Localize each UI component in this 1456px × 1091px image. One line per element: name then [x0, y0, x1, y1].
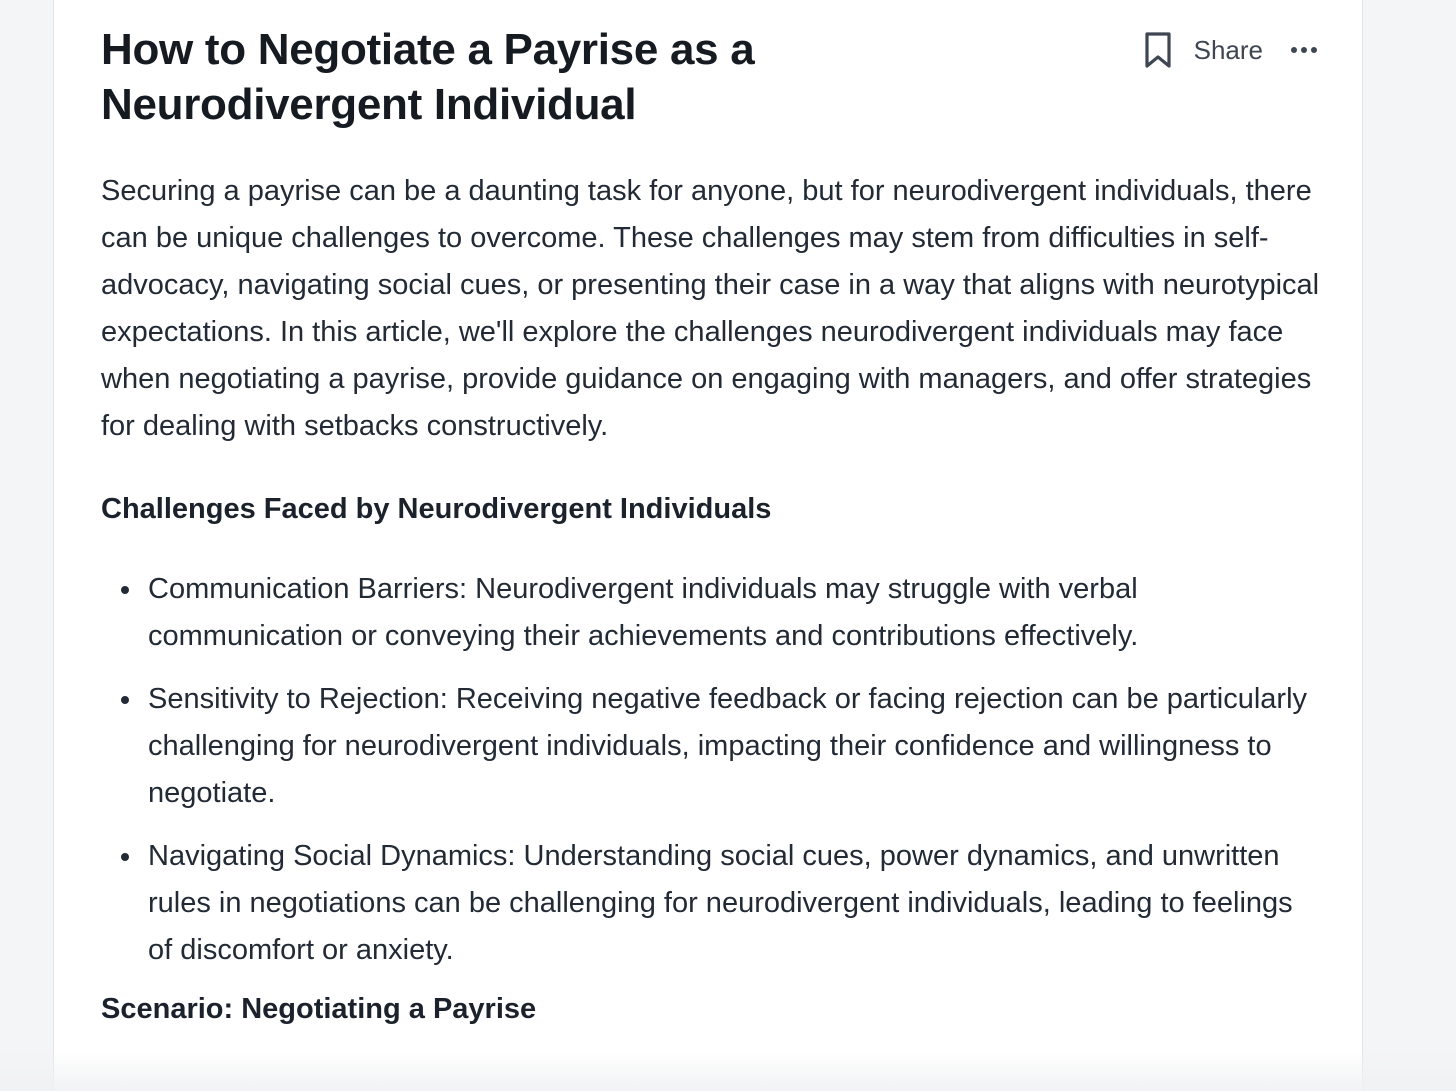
- bullet-icon: [121, 696, 129, 704]
- article-page: [53, 0, 1363, 1091]
- list-item: [101, 676, 1321, 817]
- challenges-list: [101, 566, 1321, 974]
- challenges-heading: Challenges Faced by Neurodivergent Individuals: [101, 493, 772, 525]
- more-options-button[interactable]: [1287, 30, 1321, 70]
- bullet-icon: [121, 853, 129, 861]
- article-actions: [1140, 30, 1321, 70]
- article-header: [101, 22, 1321, 140]
- bullet-icon: [121, 586, 129, 594]
- list-item-text: Navigating Social Dynamics: Understanding social cues, power dynamics, and unwritten rules in negotiations can be challenging for neurodivergent individuals, leading to feelings of discomfort or anxiety.: [148, 840, 1293, 966]
- bookmark-icon: [1143, 31, 1173, 69]
- share-button[interactable]: Share: [1193, 35, 1263, 65]
- bookmark-button[interactable]: [1140, 30, 1176, 70]
- intro-paragraph: Securing a payrise can be a daunting task for anyone, but for neurodivergent individuals, there can be unique challenges to overcome. These challenges may stem from difficulties in self-advocacy, navigating social cues, or presenting their case in a way that aligns with neurotypical expectations. In this article, we'll explore the challenges neurodivergent individuals may face when negotiating a payrise, provide guidance on engaging with managers, and offer strategies for dealing with setbacks constructively.: [101, 175, 1320, 442]
- list-item-text: Communication Barriers: Neurodivergent individuals may struggle with verbal communication or conveying their achievements and contributions effectively.: [148, 573, 1139, 652]
- article-content: [101, 22, 1321, 1028]
- list-item: [101, 566, 1321, 660]
- more-horizontal-icon: [1290, 46, 1318, 54]
- list-item: [101, 833, 1321, 974]
- scenario-heading: Scenario: Negotiating a Payrise: [101, 993, 537, 1025]
- article-title: How to Negotiate a Payrise as a Neurodivergent Individual: [101, 25, 755, 129]
- list-item-text: Sensitivity to Rejection: Receiving negative feedback or facing rejection can be particularly challenging for neurodivergent individuals, impacting their confidence and willingness to negotiate.: [148, 683, 1308, 809]
